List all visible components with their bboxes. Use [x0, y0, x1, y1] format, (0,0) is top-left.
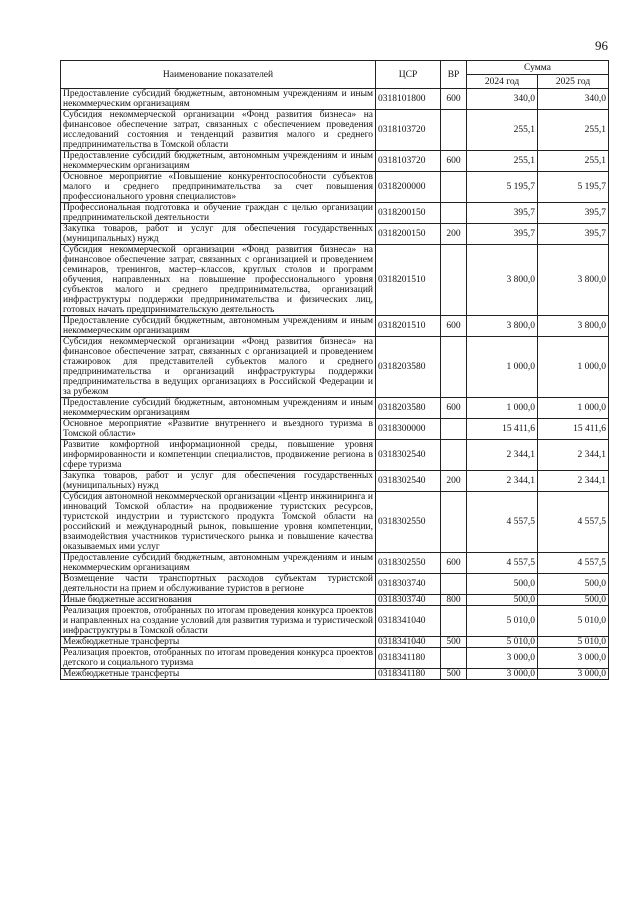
row-sum-2025: 5 010,0 [538, 637, 609, 648]
row-sum-2024: 395,7 [467, 203, 538, 224]
row-sum-2025: 3 800,0 [538, 316, 609, 337]
table-row [61, 440, 609, 471]
row-csr: 0318341180 [376, 648, 441, 669]
row-sum-2024: 5 010,0 [467, 637, 538, 648]
row-vr [441, 337, 467, 398]
row-csr: 0318341180 [376, 669, 441, 680]
table-row [61, 669, 609, 680]
budget-table [60, 60, 609, 680]
row-name: Субсидия автономной некоммерческой организации «Центр инжиниринга и инноваций Томской области» на продвижение туристских ресурсов, туристской индустрии и туристского продукта Томской области на российский и международный рынок, повышение уровня компетенции, взаимодействия участников туристического рынка и повышение качества оказываемых ими услуг [61, 492, 376, 553]
header-year-2024: 2024 год [467, 75, 538, 89]
table-body [61, 89, 609, 680]
row-sum-2024: 500,0 [467, 574, 538, 595]
row-csr: 0318203580 [376, 337, 441, 398]
table-row [61, 224, 609, 245]
row-sum-2025: 3 800,0 [538, 245, 609, 316]
row-sum-2025: 15 411,6 [538, 419, 609, 440]
row-name: Межбюджетные трансферты [61, 637, 376, 648]
row-sum-2024: 4 557,5 [467, 553, 538, 574]
row-name: Закупка товаров, работ и услуг для обеспечения государственных (муниципальных) нужд [61, 224, 376, 245]
row-vr [441, 419, 467, 440]
row-sum-2024: 255,1 [467, 110, 538, 151]
header-sum: Сумма [467, 61, 609, 75]
row-csr: 0318201510 [376, 245, 441, 316]
row-sum-2024: 5 195,7 [467, 172, 538, 203]
row-name: Предоставление субсидий бюджетным, автономным учреждениям и иным некоммерческим организациям [61, 316, 376, 337]
row-csr: 0318101800 [376, 89, 441, 110]
row-sum-2024: 395,7 [467, 224, 538, 245]
table-row [61, 419, 609, 440]
row-sum-2025: 340,0 [538, 89, 609, 110]
row-name: Основное мероприятие «Повышение конкурентоспособности субъектов малого и среднего предпринимательства за счет повышения профессионального уровня специалистов» [61, 172, 376, 203]
row-csr: 0318302540 [376, 440, 441, 471]
row-sum-2025: 2 344,1 [538, 471, 609, 492]
row-csr: 0318200000 [376, 172, 441, 203]
row-sum-2025: 2 344,1 [538, 440, 609, 471]
table-row [61, 553, 609, 574]
row-sum-2025: 4 557,5 [538, 553, 609, 574]
header-vr: ВР [441, 61, 467, 89]
table-row [61, 172, 609, 203]
row-name: Профессиональная подготовка и обучение граждан с целью организации предпринимательской деятельности [61, 203, 376, 224]
row-vr: 800 [441, 595, 467, 606]
row-sum-2025: 3 000,0 [538, 669, 609, 680]
row-name: Закупка товаров, работ и услуг для обеспечения государственных (муниципальных) нужд [61, 471, 376, 492]
row-sum-2024: 1 000,0 [467, 337, 538, 398]
row-sum-2025: 5 010,0 [538, 606, 609, 637]
row-vr [441, 648, 467, 669]
row-name: Предоставление субсидий бюджетным, автономным учреждениям и иным некоммерческим организациям [61, 89, 376, 110]
row-name: Основное мероприятие «Развитие внутреннего и въездного туризма в Томской области» [61, 419, 376, 440]
table-row [61, 574, 609, 595]
row-vr [441, 203, 467, 224]
row-vr: 600 [441, 553, 467, 574]
table-row [61, 606, 609, 637]
row-vr [441, 606, 467, 637]
row-sum-2024: 2 344,1 [467, 440, 538, 471]
table-row [61, 316, 609, 337]
row-csr: 0318203580 [376, 398, 441, 419]
table-row [61, 203, 609, 224]
header-csr: ЦСР [376, 61, 441, 89]
row-name: Субсидия некоммерческой организации «Фонд развития бизнеса» на финансовое обеспечение затрат, связанных с организацией и проведением семинаров, тренингов, мастер–классов, круглых столов и программ обучения, направленных на повышение профессионального уровня субъектов малого и среднего предпринимательства, организаций инфраструктуры поддержки предпринимательства и физических лиц, готовых начать предпринимательскую деятельность [61, 245, 376, 316]
row-sum-2025: 395,7 [538, 224, 609, 245]
row-vr [441, 574, 467, 595]
row-sum-2024: 5 010,0 [467, 606, 538, 637]
row-sum-2025: 4 557,5 [538, 492, 609, 553]
row-sum-2024: 3 800,0 [467, 316, 538, 337]
row-name: Предоставление субсидий бюджетным, автономным учреждениям и иным некоммерческим организациям [61, 553, 376, 574]
row-vr: 600 [441, 89, 467, 110]
row-sum-2025: 395,7 [538, 203, 609, 224]
table-row [61, 492, 609, 553]
row-csr: 0318200150 [376, 203, 441, 224]
table-row [61, 151, 609, 172]
row-sum-2025: 1 000,0 [538, 337, 609, 398]
table-row [61, 595, 609, 606]
row-sum-2025: 500,0 [538, 574, 609, 595]
row-sum-2024: 2 344,1 [467, 471, 538, 492]
row-vr [441, 172, 467, 203]
row-name: Реализация проектов, отобранных по итогам проведения конкурса проектов и направленных на создание условий для развития туризма и туристической инфраструктуры в Томской области [61, 606, 376, 637]
table-row [61, 337, 609, 398]
table-row [61, 648, 609, 669]
row-csr: 0318302550 [376, 492, 441, 553]
row-vr: 600 [441, 151, 467, 172]
page-number: 96 [595, 38, 608, 53]
row-csr: 0318300000 [376, 419, 441, 440]
row-sum-2025: 255,1 [538, 151, 609, 172]
row-csr: 0318302550 [376, 553, 441, 574]
row-sum-2025: 5 195,7 [538, 172, 609, 203]
row-sum-2025: 255,1 [538, 110, 609, 151]
row-name: Межбюджетные трансферты [61, 669, 376, 680]
row-sum-2025: 500,0 [538, 595, 609, 606]
row-vr: 200 [441, 471, 467, 492]
table-row [61, 471, 609, 492]
row-csr: 0318103720 [376, 110, 441, 151]
row-vr: 200 [441, 224, 467, 245]
row-vr [441, 440, 467, 471]
row-name: Субсидия некоммерческой организации «Фонд развития бизнеса» на финансовое обеспечение затрат, связанных с обеспечением проведения исследований состояния и тенденций развития малого и среднего предпринимательства в Томской области [61, 110, 376, 151]
row-name: Иные бюджетные ассигнования [61, 595, 376, 606]
row-vr: 600 [441, 316, 467, 337]
row-sum-2025: 1 000,0 [538, 398, 609, 419]
table-row [61, 637, 609, 648]
table-row [61, 89, 609, 110]
row-vr [441, 492, 467, 553]
row-sum-2024: 3 800,0 [467, 245, 538, 316]
table-row [61, 110, 609, 151]
row-name: Предоставление субсидий бюджетным, автономным учреждениям и иным некоммерческим организациям [61, 151, 376, 172]
row-vr [441, 245, 467, 316]
row-sum-2025: 3 000,0 [538, 648, 609, 669]
row-sum-2024: 500,0 [467, 595, 538, 606]
row-sum-2024: 340,0 [467, 89, 538, 110]
row-sum-2024: 15 411,6 [467, 419, 538, 440]
row-name: Развитие комфортной информационной среды, повышение уровня информированности и компетенции специалистов, продвижение региона в сфере туризма [61, 440, 376, 471]
row-vr [441, 110, 467, 151]
table-row [61, 398, 609, 419]
row-vr: 500 [441, 637, 467, 648]
row-sum-2024: 4 557,5 [467, 492, 538, 553]
table-row [61, 245, 609, 316]
row-sum-2024: 255,1 [467, 151, 538, 172]
row-vr: 500 [441, 669, 467, 680]
row-csr: 0318302540 [376, 471, 441, 492]
row-csr: 0318303740 [376, 595, 441, 606]
row-sum-2024: 3 000,0 [467, 648, 538, 669]
row-name: Реализация проектов, отобранных по итогам проведения конкурса проектов детского и социального туризма [61, 648, 376, 669]
header-year-2025: 2025 год [538, 75, 609, 89]
row-vr: 600 [441, 398, 467, 419]
row-csr: 0318200150 [376, 224, 441, 245]
row-sum-2024: 3 000,0 [467, 669, 538, 680]
header-name: Наименование показателей [61, 61, 376, 89]
row-name: Возмещение части транспортных расходов субъектам туристской деятельности на прием и обслуживание туристов в регионе [61, 574, 376, 595]
row-name: Предоставление субсидий бюджетным, автономным учреждениям и иным некоммерческим организациям [61, 398, 376, 419]
row-sum-2024: 1 000,0 [467, 398, 538, 419]
table-header [61, 61, 609, 89]
row-csr: 0318201510 [376, 316, 441, 337]
row-csr: 0318341040 [376, 637, 441, 648]
row-name: Субсидия некоммерческой организации «Фонд развития бизнеса» на финансовое обеспечение затрат, связанных с организацией и проведением стажировок для представителей субъектов малого и среднего предпринимательства и организаций инфраструктуры поддержки предпринимательства в ведущих организациях в Российской Федерации и за рубежом [61, 337, 376, 398]
row-csr: 0318341040 [376, 606, 441, 637]
row-csr: 0318103720 [376, 151, 441, 172]
row-csr: 0318303740 [376, 574, 441, 595]
